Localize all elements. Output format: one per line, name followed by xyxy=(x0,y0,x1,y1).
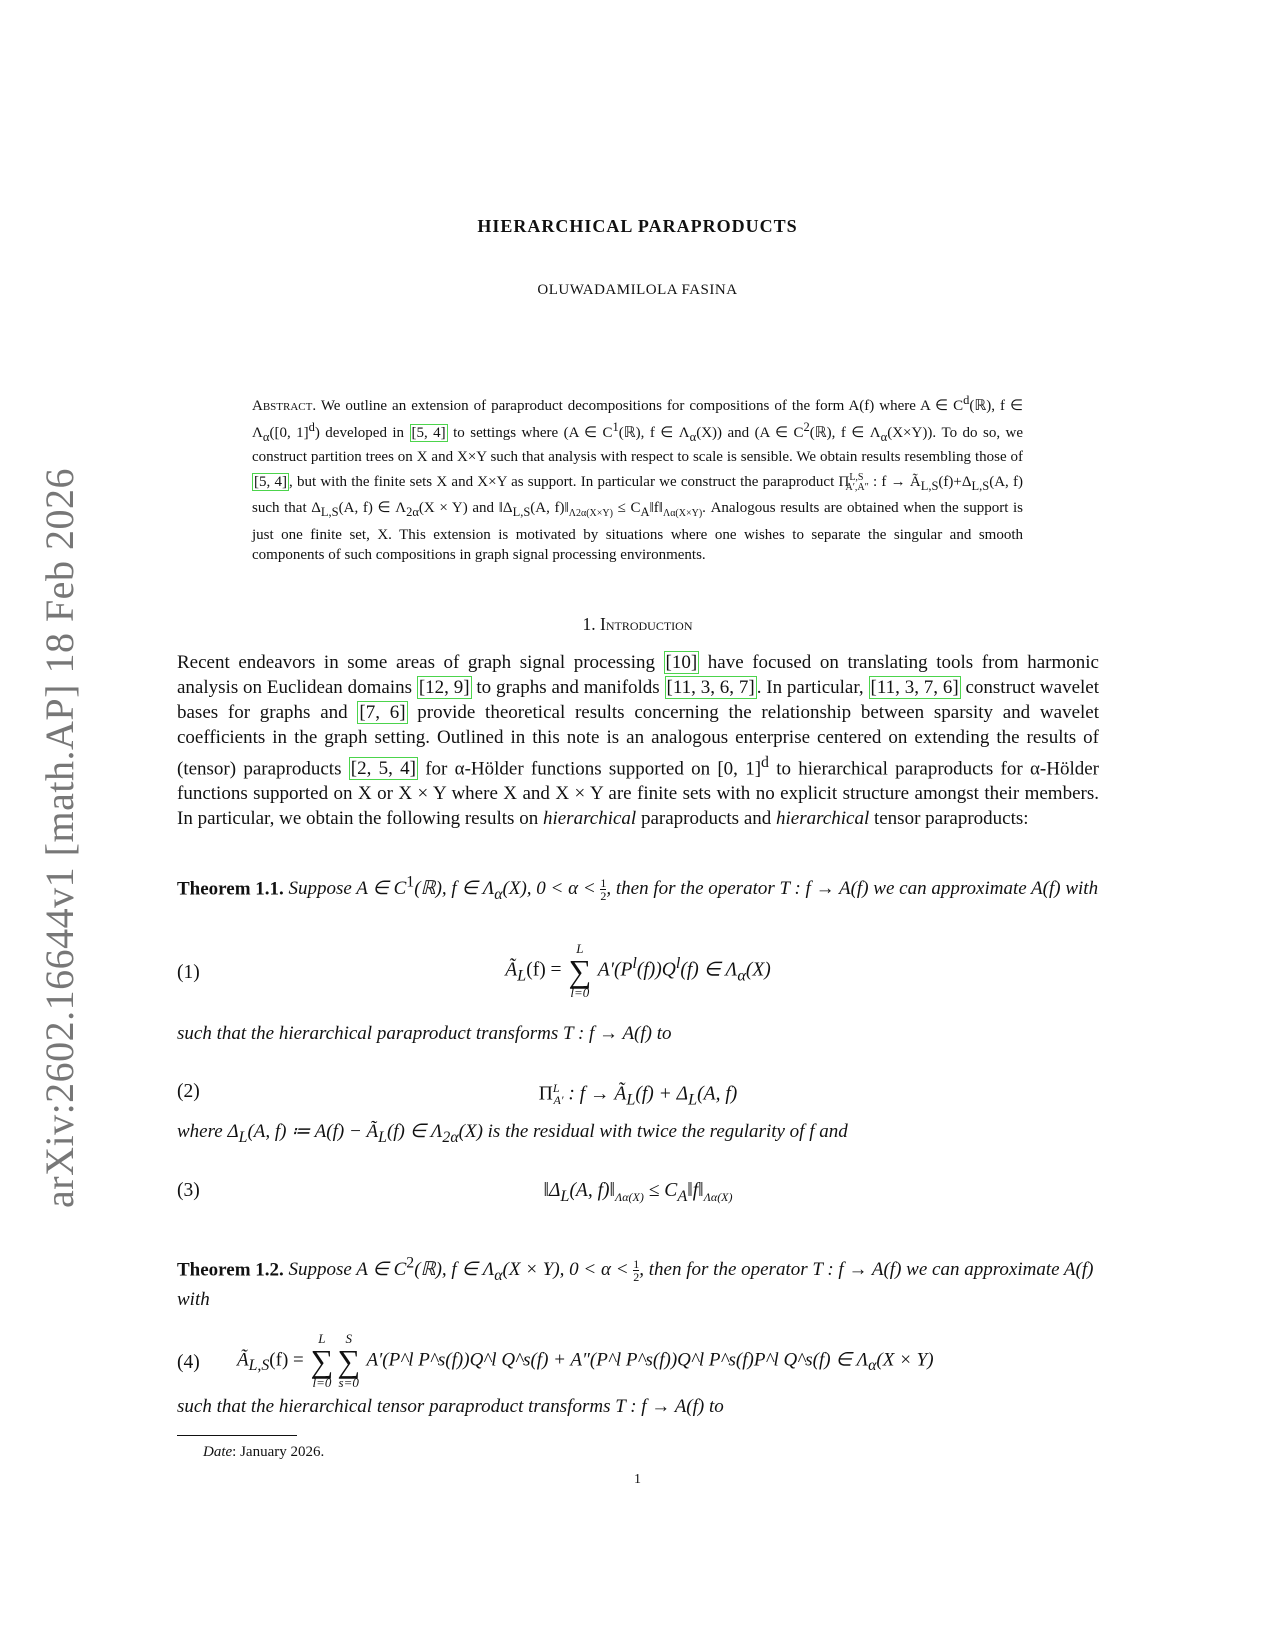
intro-paragraph xyxy=(177,650,1099,831)
sum-lower-limit: l=0 xyxy=(570,985,590,1000)
theorem-text: , then for the operator T : f → A(f) we can approximate A(f) with xyxy=(177,1259,1094,1311)
abstract-sub: L,S xyxy=(971,478,990,493)
section-heading xyxy=(0,614,1275,635)
intro-text: . In particular, xyxy=(756,677,869,698)
eq-sub: Λα(X) xyxy=(614,1189,644,1204)
footnote-rule xyxy=(177,1435,297,1436)
theorem-text: (X), 0 < α < xyxy=(502,878,601,900)
theorem-label: Theorem 1.1. xyxy=(177,878,284,900)
intro-text: Recent endeavors in some areas of graph signal processing xyxy=(177,652,664,673)
eq-text: A′(P xyxy=(597,959,633,981)
eq-text: (A, f)‖ xyxy=(569,1180,615,1201)
theorem-text: (ℝ), f ∈ Λ xyxy=(414,1259,495,1281)
intro-text: to graphs and manifolds xyxy=(471,677,665,698)
text: (A, f) ≔ A(f) − Ã xyxy=(247,1121,379,1142)
abstract-text: (A, f) ∈ Λ xyxy=(338,500,407,516)
eq-text: Ã xyxy=(237,1349,249,1371)
intro-text: for α-Hölder functions supported on [0, 1] xyxy=(417,758,762,780)
abstract-sub: α xyxy=(880,429,888,444)
eq-text: (f) = xyxy=(526,959,562,981)
footnote-label: Date xyxy=(203,1444,233,1460)
eq-text: ‖Δ xyxy=(543,1180,561,1201)
abstract-text: ) developed in xyxy=(314,424,410,441)
citation-link[interactable]: [2, 5, 4] xyxy=(350,758,416,780)
eq-text: Π xyxy=(538,1083,553,1105)
intro-text: construct wavelet bases for graphs and xyxy=(177,677,1100,723)
text: (X) is the residual with twice the regularity of f and xyxy=(458,1121,848,1142)
summation-symbol: S ∑ s=0 xyxy=(337,1331,361,1390)
section-number: 1. xyxy=(582,614,596,634)
equation-4 xyxy=(177,1332,1099,1392)
footnote-text: : January 2026. xyxy=(232,1444,325,1460)
eq-sub: L xyxy=(517,966,527,985)
eq-sub: A′ xyxy=(553,1093,564,1108)
text-sub: L xyxy=(238,1128,248,1146)
eq-sub: L xyxy=(626,1090,636,1109)
text-sub: 2α xyxy=(442,1128,459,1146)
paper-author: OLUWADAMILOLA FASINA xyxy=(537,282,738,298)
eq-text: (f))Q xyxy=(636,959,676,981)
summation-symbol: L ∑ l=0 xyxy=(310,1331,334,1390)
equation-1 xyxy=(177,942,1099,1002)
citation-link[interactable]: [12, 9] xyxy=(418,677,470,698)
citation-link[interactable]: [11, 3, 6, 7] xyxy=(666,677,755,698)
arxiv-sidebar-stamp: arXiv:2602.16644v1 [math.AP] 18 Feb 2026 xyxy=(37,468,82,1208)
theorem-text: (ℝ), f ∈ Λ xyxy=(414,878,495,900)
abstract-text: (f)+Δ xyxy=(938,473,972,490)
abstract-text: ([0, 1] xyxy=(269,424,309,441)
abstract-text: (X)) and (A ∈ C xyxy=(696,424,804,441)
abstract-text: ≤ C xyxy=(612,500,641,516)
abstract xyxy=(252,390,1023,566)
theorem-sub: α xyxy=(494,1267,503,1285)
abstract-text: : f → Ã xyxy=(868,473,921,490)
eq-text: (X × Y) xyxy=(876,1349,934,1371)
citation-link[interactable]: [5, 4] xyxy=(254,473,287,490)
text-sub: L xyxy=(378,1128,387,1146)
equation-3 xyxy=(177,1180,1099,1210)
abstract-sub: A′,A″ xyxy=(845,481,869,493)
text: where Δ xyxy=(177,1121,239,1142)
abstract-text: , but with the finite sets X and X×Y as support. In particular we construct the paraproduct Π xyxy=(288,473,850,490)
sum-lower-limit: l=0 xyxy=(312,1375,332,1390)
paper-title: HIERARCHICAL PARAPRODUCTS xyxy=(477,216,798,236)
sum-upper-limit: S xyxy=(345,1331,352,1346)
theorem-1-1 xyxy=(177,871,1099,907)
abstract-text: (ℝ), f ∈ Λ xyxy=(252,398,1024,441)
abstract-sub: 2α xyxy=(406,505,419,519)
section-title: Introduction xyxy=(600,614,693,634)
equation-number: (2) xyxy=(177,1081,200,1102)
eq-sub: L,S xyxy=(248,1357,270,1375)
abstract-sub: Λ2α(X×Y) xyxy=(568,508,613,519)
eq-sub: Λα(X) xyxy=(703,1189,733,1204)
abstract-sub: α xyxy=(689,429,697,444)
intro-text: have focused on translating tools from harmonic analysis on Euclidean domains xyxy=(177,652,1099,698)
fraction-denominator: 2 xyxy=(600,889,607,904)
text-after-eq1: such that the hierarchical paraproduct transforms T : f → A(f) to xyxy=(177,1023,672,1044)
sum-upper-limit: L xyxy=(576,941,584,956)
eq-text: (A, f) xyxy=(697,1083,738,1105)
fraction-numerator: 1 xyxy=(633,1257,640,1272)
theorem-text: Suppose A ∈ C xyxy=(288,1259,407,1281)
eq-text: A′(P^l P^s(f))Q^l Q^s(f) + A″(P^l P^s(f))Q^l P^s(f)P^l Q^s(f) ∈ Λ xyxy=(366,1349,869,1371)
eq-text: ≤ C xyxy=(643,1180,678,1201)
abstract-sub: A xyxy=(640,505,650,519)
theorem-sup: 1 xyxy=(406,874,415,891)
citation-link[interactable]: [11, 3, 7, 6] xyxy=(870,677,959,698)
abstract-text: . Analogous results are obtained when the support is just one finite set, X. This extension is motivated by situations where one wishes to separate the singular and smooth components of such compositions in graph signal processing environments. xyxy=(252,500,1024,563)
eq-text: : f → Ã xyxy=(563,1083,627,1105)
text-after-eq2 xyxy=(177,1120,1099,1150)
theorem-text: (X × Y), 0 < α < xyxy=(502,1259,634,1281)
sum-upper-limit: L xyxy=(318,1331,326,1346)
abstract-sub: L,S xyxy=(512,505,531,519)
eq-sup: l xyxy=(675,953,681,972)
intro-emphasis: hierarchical xyxy=(776,808,870,830)
eq-sub: L xyxy=(560,1186,570,1205)
theorem-sup: 2 xyxy=(406,1255,415,1272)
sum-lower-limit: s=0 xyxy=(338,1375,359,1390)
abstract-sub: L,S xyxy=(320,505,339,519)
citation-link[interactable]: [7, 6] xyxy=(359,702,406,723)
theorem-sub: α xyxy=(494,886,503,904)
abstract-text: (A, f) such that Δ xyxy=(252,473,1024,516)
fraction-denominator: 2 xyxy=(633,1270,640,1285)
abstract-sub: L,S xyxy=(920,478,939,493)
eq-text: (f) + Δ xyxy=(635,1083,689,1105)
abstract-text: (ℝ), f ∈ Λ xyxy=(809,424,881,441)
eq-sub: α xyxy=(737,966,746,985)
eq-text: (X) xyxy=(745,959,771,981)
equation-number: (1) xyxy=(177,962,200,983)
summation-symbol: L ∑ l=0 xyxy=(568,941,592,1000)
abstract-text: (A, f)‖ xyxy=(530,500,569,516)
abstract-sub: Λα(X×Y) xyxy=(662,508,703,519)
intro-emphasis: hierarchical xyxy=(542,808,637,830)
theorem-label: Theorem 1.2. xyxy=(177,1259,284,1281)
intro-text: paraproducts and xyxy=(636,808,776,830)
citation-link[interactable]: [10] xyxy=(665,652,698,673)
footnote xyxy=(203,1444,324,1461)
intro-text: to hierarchical paraproducts for α-Hölder functions supported on X or X × Y where X and X × Y are finite sets with no explicit structure amongst their members. In particular, we obtain the following results on xyxy=(177,758,1100,830)
abstract-sup: 1 xyxy=(612,419,619,434)
abstract-sup: d xyxy=(308,419,315,434)
eq-text: Ã xyxy=(505,959,518,981)
theorem-text: Suppose A ∈ C xyxy=(288,878,407,900)
page-number: 1 xyxy=(634,1472,641,1487)
abstract-label: Abstract. xyxy=(252,398,317,414)
abstract-text: ‖f‖ xyxy=(649,500,663,516)
text: (f) ∈ Λ xyxy=(386,1121,443,1142)
equation-2 xyxy=(177,1081,1099,1111)
eq-sub: L xyxy=(688,1090,698,1109)
abstract-text: to settings where (A ∈ C xyxy=(447,424,613,441)
equation-number: (3) xyxy=(177,1180,200,1201)
eq-sub: α xyxy=(868,1357,877,1375)
eq-text: (f) = xyxy=(269,1349,304,1371)
abstract-sup: 2 xyxy=(803,419,810,434)
equation-number: (4) xyxy=(177,1352,200,1373)
theorem-text: , then for the operator T : f → A(f) we can approximate A(f) with xyxy=(606,878,1099,900)
eq-sup: l xyxy=(632,953,637,972)
abstract-sub: α xyxy=(262,429,270,444)
theorem-1-2 xyxy=(177,1252,1099,1312)
abstract-text: (X × Y) and ‖Δ xyxy=(418,500,513,516)
intro-sup: d xyxy=(761,754,769,771)
intro-text: provide theoretical results concerning the relationship between sparsity and wavelet coefficients in the graph setting. Outlined in this note is an analogous enterprise centered on extending the results of (tensor) paraproducts xyxy=(177,702,1100,780)
intro-text: tensor paraproducts: xyxy=(869,808,1029,830)
fraction-numerator: 1 xyxy=(600,876,607,891)
abstract-sup: L,S xyxy=(849,471,864,483)
text-after-eq4: such that the hierarchical tensor paraproduct transforms T : f → A(f) to xyxy=(177,1396,724,1417)
eq-sup: L xyxy=(552,1081,560,1095)
eq-text: (f) ∈ Λ xyxy=(680,959,738,981)
eq-text: ‖f‖ xyxy=(687,1180,704,1201)
abstract-text: (ℝ), f ∈ Λ xyxy=(618,424,690,441)
abstract-text: We outline an extension of paraproduct decompositions for compositions of the form A(f) where A ∈ C xyxy=(320,398,964,414)
citation-link[interactable]: [5, 4] xyxy=(411,424,446,441)
abstract-sup: d xyxy=(963,393,970,407)
abstract-text: (X×Y)). To do so, we construct partition trees on X and X×Y such that analysis with respect to scale is sensible. We obtain results resembling those of xyxy=(252,424,1024,465)
eq-sub: A xyxy=(677,1186,688,1205)
